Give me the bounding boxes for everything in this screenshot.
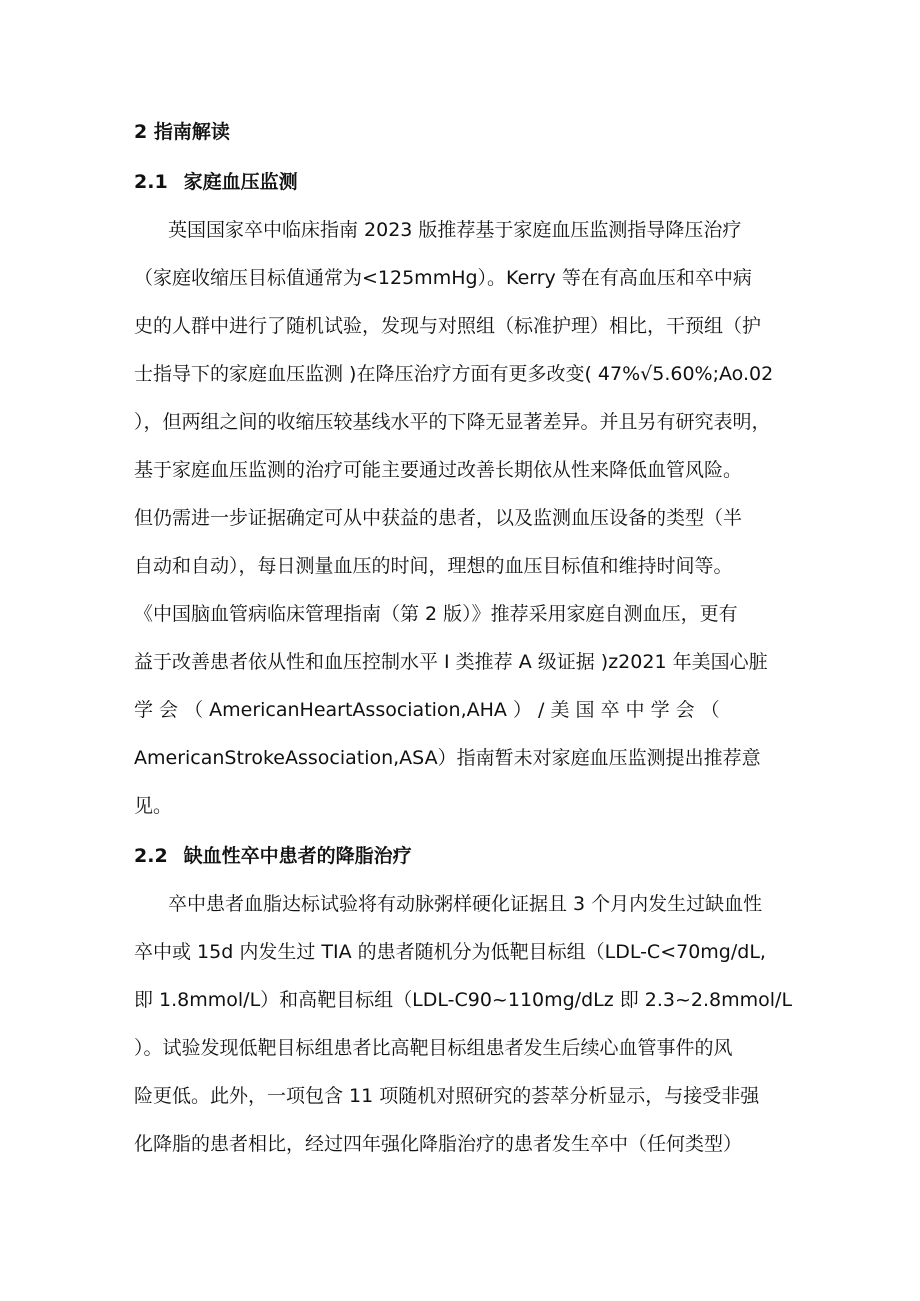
paragraph-line: 《中国脑血管病临床管理指南（第 2 版）》推荐采用家庭自测血压，更有 xyxy=(134,603,738,625)
section-2-1-heading xyxy=(134,170,794,194)
paragraph-line: 益于改善患者依从性和血压控制水平 I 类推荐 A 级证据 )z2021 年美国心脏 xyxy=(134,651,768,673)
paragraph-line: 英国国家卒中临床指南 2023 版推荐基于家庭血压监测指导降压治疗 xyxy=(168,219,742,241)
section-title: 缺血性卒中患者的降脂治疗 xyxy=(183,845,412,867)
paragraph-line: 基于家庭血压监测的治疗可能主要通过改善长期依从性来降低血管风险。 xyxy=(134,459,743,481)
section-2-2-heading xyxy=(134,844,794,868)
paragraph-line: 士指导下的家庭血压监测 )在降压治疗方面有更多改变( 47%√5.60%;Ao.02 xyxy=(134,363,774,385)
section-number: 2.1 xyxy=(134,171,168,193)
paragraph-line: 险更低。此外，一项包含 11 项随机对照研究的荟萃分析显示，与接受非强 xyxy=(134,1085,760,1107)
section-number: 2.2 xyxy=(134,845,168,867)
paragraph-line: ）。试验发现低靶目标组患者比高靶目标组患者发生后续心血管事件的风 xyxy=(134,1037,733,1059)
section-title: 家庭血压监测 xyxy=(183,171,298,193)
paragraph-line: 史的人群中进行了随机试验，发现与对照组（标准护理）相比，干预组（护 xyxy=(134,315,762,337)
paragraph-line: ），但两组之间的收缩压较基线水平的下降无显著差异。并且另有研究表明， xyxy=(134,411,771,433)
paragraph-line: AmericanStrokeAssociation,ASA）指南暂未对家庭血压监测提出推荐意 xyxy=(134,747,761,769)
heading-guideline-interpretation: 2 指南解读 xyxy=(134,121,230,143)
paragraph-line: 卒中或 15d 内发生过 TIA 的患者随机分为低靶目标组（LDL-C<70mg∕dL, xyxy=(134,941,766,963)
paragraph-line: 见。 xyxy=(134,795,173,817)
paragraph-line: （家庭收缩压目标值通常为<125mmHg）。Kerry 等在有高血压和卒中病 xyxy=(134,267,752,289)
paragraph-line: 自动和自动），每日测量血压的时间，理想的血压目标值和维持时间等。 xyxy=(134,555,733,577)
paragraph-line: 卒中患者血脂达标试验将有动脉粥样硬化证据且 3 个月内发生过缺血性 xyxy=(168,893,763,915)
paragraph-line: 学 会 （ AmericanHeartAssociation,AHA ） / 美 国 卒 中 学 会 （ xyxy=(134,699,720,721)
paragraph-line: 即 1.8mmol∕L）和高靶目标组（LDL-C90~110mg∕dLz 即 2.3~2.8mmol∕L xyxy=(134,989,793,1011)
paragraph-line: 化降脂的患者相比，经过四年强化降脂治疗的患者发生卒中（任何类型） xyxy=(134,1133,743,1155)
paragraph-line: 但仍需进一步证据确定可从中获益的患者，以及监测血压设备的类型（半 xyxy=(134,507,743,529)
